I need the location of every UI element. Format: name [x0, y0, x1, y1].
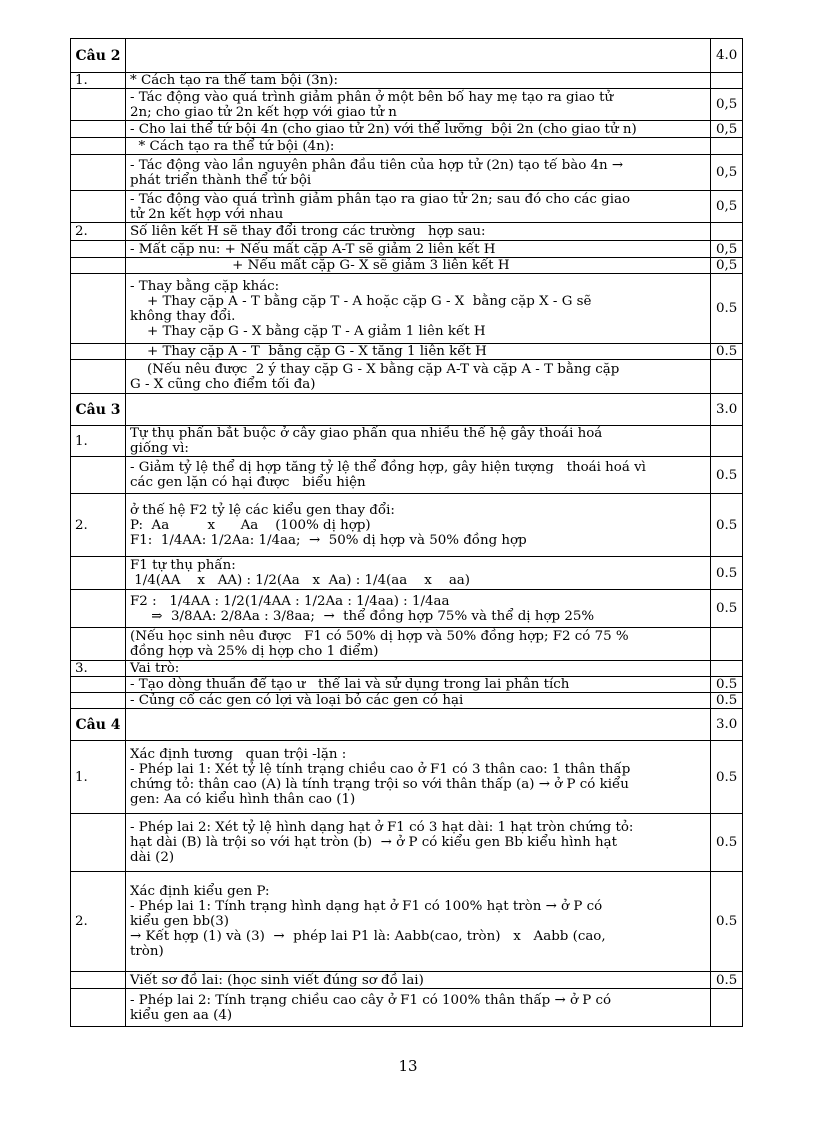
score-value	[711, 661, 743, 677]
item-number	[71, 155, 126, 191]
score-value: 0,5	[711, 121, 743, 138]
answer-line: - Phép lai 1: Tính trạng hình dạng hạt ở F1 có 100% hạt tròn → ở P có	[130, 899, 603, 914]
item-number: 2.	[71, 223, 126, 241]
answer-content	[126, 814, 711, 872]
question-label: Câu 3	[71, 394, 126, 426]
score-value: 3.0	[711, 709, 743, 741]
item-number	[71, 360, 126, 394]
answer-line: Số liên kết H sẽ thay đổi trong các trường hợp sau:	[130, 224, 486, 239]
answer-line: * Cách tạo ra thể tam bội (3n):	[130, 73, 338, 88]
score-value: 0.5	[711, 344, 743, 360]
score-value: 0.5	[711, 494, 743, 557]
score-value	[711, 628, 743, 661]
answer-content	[126, 223, 711, 241]
answer-row	[71, 89, 743, 121]
answer-line: giống vì:	[130, 441, 189, 456]
answer-content	[126, 394, 711, 426]
answer-content	[126, 360, 711, 394]
answer-line: gen: Aa có kiểu hình thân cao (1)	[130, 792, 356, 807]
answer-content	[126, 628, 711, 661]
answer-row	[71, 223, 743, 241]
score-value: 0,5	[711, 155, 743, 191]
answer-row	[71, 989, 743, 1027]
answer-line: tròn)	[130, 944, 164, 959]
question-header-row	[71, 709, 743, 741]
answer-row	[71, 274, 743, 344]
answer-row	[71, 344, 743, 360]
answer-row	[71, 258, 743, 274]
item-number	[71, 628, 126, 661]
question-label: Câu 2	[71, 39, 126, 73]
answer-row	[71, 494, 743, 557]
answer-row	[71, 360, 743, 394]
score-value	[711, 223, 743, 241]
answer-line: kiểu gen bb(3)	[130, 914, 230, 929]
item-number: 1.	[71, 741, 126, 814]
answer-line: F1: 1/4AA: 1/2Aa: 1/4aa; → 50% dị hợp và 50% đồng hợp	[130, 532, 527, 548]
item-number	[71, 693, 126, 709]
item-number	[71, 89, 126, 121]
answer-row	[71, 191, 743, 223]
answer-row	[71, 590, 743, 628]
answer-content	[126, 494, 711, 557]
answer-line: P: Aa x Aa (100% dị hợp)	[130, 517, 371, 533]
answer-line: - Cho lai thể tứ bội 4n (cho giao tử 2n) với thể lưỡng bội 2n (cho giao tử n)	[130, 121, 637, 137]
answer-content	[126, 121, 711, 138]
answer-line: - Phép lai 2: Xét tỷ lệ hình dạng hạt ở F1 có 3 hạt dài: 1 hạt tròn chứng tỏ:	[130, 820, 634, 835]
answer-row	[71, 872, 743, 972]
answer-line: Xác định kiểu gen P:	[130, 884, 270, 899]
answer-content	[126, 709, 711, 741]
answer-line: + Thay cặp A - T bằng cặp G - X tăng 1 liên kết H	[130, 344, 487, 359]
answer-content	[126, 741, 711, 814]
item-number: 1.	[71, 426, 126, 457]
answer-content	[126, 73, 711, 89]
answer-line: phát triển thành thể tứ bội	[130, 172, 312, 188]
answer-line: hạt dài (B) là trội so với hạt tròn (b) → ở P có kiểu gen Bb kiểu hình hạt	[130, 835, 618, 850]
score-value: 4.0	[711, 39, 743, 73]
answer-line: Tự thụ phấn bắt buộc ở cây giao phấn qua nhiều thế hệ gây thoái hoá	[130, 426, 603, 441]
answer-row	[71, 138, 743, 155]
answer-line: ở thế hệ F2 tỷ lệ các kiểu gen thay đổi:	[130, 502, 395, 518]
answer-row	[71, 73, 743, 89]
answer-line: + Nếu mất cặp G- X sẽ giảm 3 liên kết H	[130, 258, 510, 273]
answer-row	[71, 741, 743, 814]
item-number	[71, 814, 126, 872]
score-value: 0.5	[711, 693, 743, 709]
score-value: 0,5	[711, 191, 743, 223]
answer-row	[71, 661, 743, 677]
answer-row	[71, 693, 743, 709]
answer-line: kiểu gen aa (4)	[130, 1007, 233, 1023]
answer-row	[71, 457, 743, 494]
answer-content	[126, 138, 711, 155]
answer-row	[71, 972, 743, 989]
answer-row	[71, 814, 743, 872]
item-number	[71, 989, 126, 1027]
answer-content	[126, 426, 711, 457]
score-value	[711, 360, 743, 394]
answer-line: Xác định tương quan trội -lặn :	[130, 747, 347, 762]
answer-row	[71, 155, 743, 191]
answer-content	[126, 39, 711, 73]
answer-table	[70, 38, 743, 1027]
item-number	[71, 241, 126, 258]
score-value	[711, 138, 743, 155]
item-number	[71, 191, 126, 223]
answer-line: 1/4(AA x AA) : 1/2(Aa x Aa) : 1/4(aa x aa)	[130, 573, 471, 588]
answer-line: - Tác động vào quá trình giảm phân ở một bên bố hay mẹ tạo ra giao tử	[130, 89, 614, 105]
answer-line: ⇒ 3/8AA: 2/8Aa : 3/8aa; → thể đồng hợp 75% và thể dị hợp 25%	[130, 608, 595, 624]
item-number	[71, 972, 126, 989]
item-number: 1.	[71, 73, 126, 89]
score-value: 0,5	[711, 89, 743, 121]
answer-line: F1 tự thụ phấn:	[130, 558, 236, 573]
answer-row	[71, 628, 743, 661]
answer-line: Viết sơ đồ lai: (học sinh viết đúng sơ đồ lai)	[130, 972, 424, 988]
answer-line: G - X cũng cho điểm tối đa)	[130, 376, 316, 392]
score-value: 0.5	[711, 557, 743, 590]
answer-content	[126, 89, 711, 121]
answer-line: 2n; cho giao tử 2n kết hợp với giao tử n	[130, 104, 397, 120]
answer-line: - Phép lai 1: Xét tỷ lệ tính trạng chiều cao ở F1 có 3 thân cao: 1 thân thấp	[130, 762, 631, 777]
answer-line: các gen lặn có hại được biểu hiện	[130, 475, 366, 490]
question-header-row	[71, 39, 743, 73]
answer-content	[126, 590, 711, 628]
answer-content	[126, 274, 711, 344]
score-value: 0,5	[711, 258, 743, 274]
answer-line: F2 : 1/4AA : 1/2(1/4AA : 1/2Aa : 1/4aa) : 1/4aa	[130, 593, 450, 609]
answer-content	[126, 457, 711, 494]
question-header-row	[71, 394, 743, 426]
answer-content	[126, 191, 711, 223]
answer-line: * Cách tạo ra thể tứ bội (4n):	[130, 138, 335, 154]
score-value: 0.5	[711, 457, 743, 494]
answer-row	[71, 121, 743, 138]
answer-line: (Nếu học sinh nêu được F1 có 50% dị hợp và 50% đồng hợp; F2 có 75 %	[130, 629, 629, 644]
item-number	[71, 590, 126, 628]
answer-line: chứng tỏ: thân cao (A) là tính trạng trội so với thân thấp (a) → ở P có kiểu	[130, 777, 629, 792]
answer-line: đồng hợp và 25% dị hợp cho 1 điểm)	[130, 644, 379, 659]
answer-row	[71, 677, 743, 693]
question-label: Câu 4	[71, 709, 126, 741]
score-value	[711, 73, 743, 89]
answer-line: - Tạo dòng thuần để tạo ư thế lai và sử dụng trong lai phân tích	[130, 677, 570, 692]
item-number	[71, 457, 126, 494]
score-value: 3.0	[711, 394, 743, 426]
answer-row	[71, 241, 743, 258]
answer-line: dài (2)	[130, 850, 175, 865]
answer-line: tử 2n kết hợp với nhau	[130, 206, 284, 222]
answer-content	[126, 557, 711, 590]
score-value: 0.5	[711, 741, 743, 814]
item-number	[71, 138, 126, 155]
answer-content	[126, 661, 711, 677]
item-number	[71, 677, 126, 693]
answer-content	[126, 344, 711, 360]
item-number	[71, 557, 126, 590]
answer-line: - Giảm tỷ lệ thể dị hợp tăng tỷ lệ thể đồng hợp, gây hiện tượng thoái hoá vì	[130, 460, 646, 475]
score-value: 0.5	[711, 274, 743, 344]
answer-content	[126, 155, 711, 191]
score-value	[711, 426, 743, 457]
answer-line: - Tác động vào lần nguyên phân đầu tiên của hợp tử (2n) tạo tế bào 4n →	[130, 157, 624, 173]
item-number	[71, 121, 126, 138]
answer-content	[126, 677, 711, 693]
item-number	[71, 258, 126, 274]
answer-row	[71, 426, 743, 457]
answer-content	[126, 241, 711, 258]
answer-line: + Thay cặp G - X bằng cặp T - A giảm 1 liên kết H	[130, 323, 486, 339]
answer-line: - Thay bằng cặp khác:	[130, 278, 280, 294]
score-value: 0,5	[711, 241, 743, 258]
answer-content	[126, 872, 711, 972]
item-number: 3.	[71, 661, 126, 677]
page-number: 13	[398, 1057, 418, 1075]
answer-content	[126, 693, 711, 709]
item-number	[71, 344, 126, 360]
score-value: 0.5	[711, 872, 743, 972]
answer-line: - Phép lai 2: Tính trạng chiều cao cây ở F1 có 100% thân thấp → ở P có	[130, 992, 612, 1008]
answer-content	[126, 258, 711, 274]
score-value: 0.5	[711, 972, 743, 989]
score-value	[711, 989, 743, 1027]
answer-line: - Mất cặp nu: + Nếu mất cặp A-T sẽ giảm 2 liên kết H	[130, 241, 496, 257]
answer-line: + Thay cặp A - T bằng cặp T - A hoặc cặp G - X bằng cặp X - G sẽ	[130, 293, 592, 309]
score-value: 0.5	[711, 590, 743, 628]
answer-content	[126, 989, 711, 1027]
item-number: 2.	[71, 872, 126, 972]
answer-line: - Củng cố các gen có lợi và loại bỏ các gen có hại	[130, 693, 464, 708]
answer-line: (Nếu nêu được 2 ý thay cặp G - X bằng cặp A-T và cặp A - T bằng cặp	[130, 361, 620, 377]
answer-line: → Kết hợp (1) và (3) → phép lai P1 là: Aabb(cao, tròn) x Aabb (cao,	[130, 929, 606, 944]
answer-line: - Tác động vào quá trình giảm phân tạo ra giao tử 2n; sau đó cho các giao	[130, 191, 631, 207]
item-number	[71, 274, 126, 344]
score-value: 0.5	[711, 677, 743, 693]
score-value: 0.5	[711, 814, 743, 872]
answer-row	[71, 557, 743, 590]
item-number: 2.	[71, 494, 126, 557]
answer-content	[126, 972, 711, 989]
answer-line: Vai trò:	[130, 661, 180, 676]
answer-line: không thay đổi.	[130, 308, 236, 324]
